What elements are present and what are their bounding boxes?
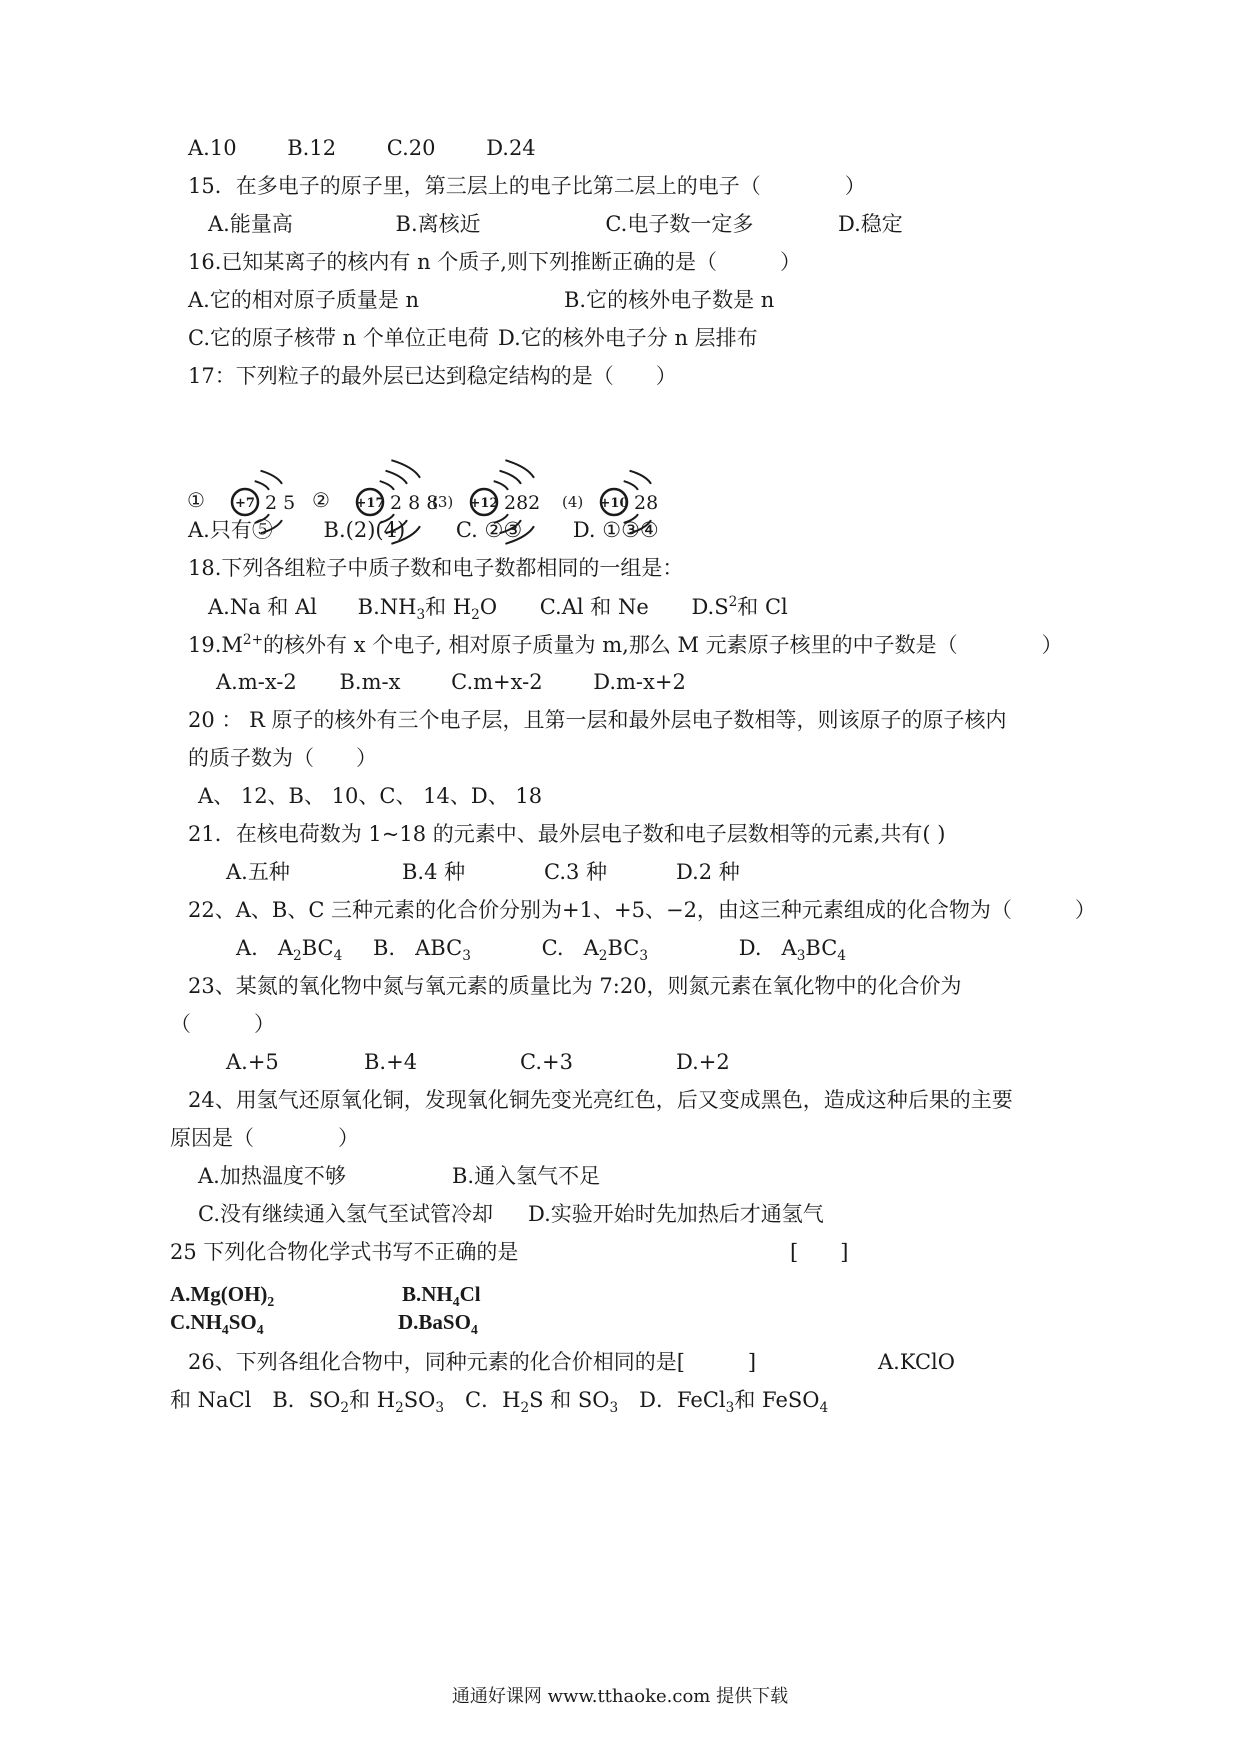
q23-stem-line1: 23、某氮的氧化物中氮与氧元素的质量比为 7:20，则氮元素在氧化物中的化合价为 <box>188 974 962 998</box>
electron-counts: 2 8 8 <box>390 492 439 514</box>
q20-stem-line2: 的质子数为（ ） <box>188 746 377 770</box>
electron-shell-arc <box>500 471 521 484</box>
q22-option-d: D. $A_3BC_4$ <box>738 936 846 965</box>
q17-option-c: C. ②③ <box>455 518 523 542</box>
q18-option-a: A.Na 和 Al <box>208 595 317 619</box>
q15-option-c: C.电子数一定多 <box>605 212 754 236</box>
q16-option-c: C.它的原子核带 n 个单位正电荷 <box>188 326 489 350</box>
q21-options <box>226 860 740 885</box>
q18-options <box>208 594 788 624</box>
q25-option-b: $B.NH_4Cl$ <box>402 1282 481 1310</box>
q17-option-b: B.(2)(4) <box>323 518 406 542</box>
q26-option-a-start: A.KClO <box>878 1350 955 1374</box>
q26-stem-line1: 26、下列各组化合物中，同种元素的化合价相同的是[ ] <box>188 1350 757 1374</box>
electron-shell-arc <box>261 471 282 484</box>
q21-option-c: C.3 种 <box>544 860 608 884</box>
q25-stem: 25 下列化合物化学式书写不正确的是 <box>170 1240 519 1264</box>
q15-stem: 15．在多电子的原子里，第三层上的电子比第二层上的电子（ ） <box>188 174 866 198</box>
electron-shell-arc <box>380 481 394 490</box>
q24-option-d: D.实验开始时先加热后才通氢气 <box>528 1202 824 1226</box>
electron-shell-arc <box>630 471 651 484</box>
q24-options-row2 <box>198 1202 824 1227</box>
q17-option-d: D. ①③④ <box>572 518 659 542</box>
q24-stem-line2: 原因是（ ） <box>170 1126 359 1150</box>
q19-option-a: A.m-x-2 <box>216 670 297 694</box>
q15-option-a: A.能量高 <box>208 212 293 236</box>
q18-stem: 18.下列各组粒子中质子数和电子数都相同的一组是： <box>188 556 684 580</box>
q19-options <box>216 670 686 695</box>
q14-options <box>188 136 536 161</box>
q14-option-c: C.20 <box>386 136 436 160</box>
q14-option-a: A.10 <box>188 136 237 160</box>
q14-option-d: D.24 <box>486 136 536 160</box>
q20-options: A、 12、B、 10、C、 14、D、 18 <box>198 784 543 808</box>
q16-stem: 16.已知某离子的核内有 n 个质子,则下列推断正确的是（ ） <box>188 250 801 274</box>
q22-option-c: C. $A_2BC_3$ <box>541 936 649 965</box>
nucleus-charge: +7 <box>235 496 255 511</box>
q17-options <box>188 518 659 543</box>
q24-option-a: A.加热温度不够 <box>198 1164 346 1188</box>
q15-option-d: D.稳定 <box>838 212 903 236</box>
q16-options-row1 <box>188 288 774 313</box>
q20-stem-line1: 20 ： R 原子的核外有三个电子层，且第一层和最外层电子数相等，则该原子的原子核内 <box>188 708 1007 732</box>
q22-options <box>236 936 846 965</box>
q22-option-b: B. $ABC_3$ <box>373 936 471 965</box>
q23-option-d: D.+2 <box>676 1050 730 1074</box>
q19-option-d: D.m-x+2 <box>593 670 686 694</box>
q23-stem-line2: （ ） <box>170 1012 275 1036</box>
q24-stem-line1: 24、用氢气还原氧化铜，发现氧化铜先变光亮红色，后又变成黑色，造成这种后果的主要 <box>188 1088 1013 1112</box>
q26-stem-line2: 和 NaCl B．$SO_2$和 $H_2SO_3$ C．$H_2S$ 和 $SO_3$ D．FeCl$_3$和 FeSO$_4$ <box>170 1388 829 1417</box>
atom-diagram-number: ② <box>312 488 330 512</box>
q19-stem: $19.M^{2+}$的核外有 x 个电子, 相对原子质量为 m,那么 M 元素原子核里的中子数是（ ） <box>188 632 1063 657</box>
q19-option-c: C.m+x-2 <box>451 670 543 694</box>
electron-counts: 28 <box>634 492 659 514</box>
q17-option-a: A.只有⑤ <box>188 518 273 542</box>
q18-option-c: C.Al 和 Ne <box>539 595 649 619</box>
electron-shell-arc <box>386 471 407 484</box>
q24-option-c: C.没有继续通入氢气至试管冷却 <box>198 1202 493 1226</box>
q25-option-d: D.BaSO$_4$ <box>398 1310 478 1338</box>
q21-option-a: A.五种 <box>226 860 290 884</box>
nucleus-charge: +10 <box>599 496 629 511</box>
q25-option-a: $A.Mg(OH)_2$ <box>170 1282 275 1310</box>
q21-option-d: D.2 种 <box>676 860 740 884</box>
q25-options-row2 <box>170 1310 478 1339</box>
q15-options <box>208 212 903 237</box>
q25-options-row1 <box>170 1282 481 1311</box>
atom-diagram-number: ① <box>187 488 205 512</box>
q14-option-b: B.12 <box>287 136 337 160</box>
electron-shell-arc <box>624 481 638 490</box>
q24-option-b: B.通入氢气不足 <box>452 1164 601 1188</box>
q21-option-b: B.4 种 <box>402 860 466 884</box>
atom-diagram-number: (4) <box>562 493 584 511</box>
q24-options-row1 <box>198 1164 600 1189</box>
q16-options-row2 <box>188 326 758 351</box>
atom-diagram-number: (3) <box>432 493 454 511</box>
q22-option-a: A. $A_2BC_4$ <box>236 936 343 965</box>
electron-counts: 2 5 <box>265 492 296 514</box>
q23-option-a: A.+5 <box>226 1050 279 1074</box>
nucleus-charge: +17 <box>355 496 385 511</box>
q22-stem: 22、A、B、C 三种元素的化合价分别为+1、+5、−2，由这三种元素组成的化合物为（ ） <box>188 898 1096 922</box>
q16-option-a: A.它的相对原子质量是 n <box>188 288 420 312</box>
electron-counts: 282 <box>504 492 541 514</box>
page-footer: 通通好课网 www.tthaoke.com 提供下载 <box>451 1686 789 1707</box>
nucleus-charge: +12 <box>469 496 499 511</box>
q23-option-b: B.+4 <box>364 1050 418 1074</box>
q21-stem: 21．在核电荷数为 1~18 的元素中、最外层电子数和电子层数相等的元素,共有( ) <box>188 822 946 846</box>
q23-option-c: C.+3 <box>520 1050 573 1074</box>
q16-option-b: B.它的核外电子数是 n <box>564 288 775 312</box>
q16-option-d: D.它的核外电子分 n 层排布 <box>498 326 758 350</box>
electron-shell-arc <box>255 481 269 490</box>
electron-shell-arc <box>494 481 508 490</box>
q17-stem: 17：下列粒子的最外层已达到稳定结构的是（ ） <box>188 364 677 388</box>
q19-option-b: B.m-x <box>339 670 401 694</box>
q18-option-d: $D.S^2$和 Cl <box>691 594 788 619</box>
q18-option-b: $B.NH_3$和 $H_2O$ <box>357 595 498 624</box>
q23-options <box>226 1050 730 1075</box>
q25-answer-bracket: [ ] <box>790 1240 849 1264</box>
q15-option-b: B.离核近 <box>395 212 481 236</box>
q25-option-c: $C.NH_4SO_4$ <box>170 1310 264 1338</box>
